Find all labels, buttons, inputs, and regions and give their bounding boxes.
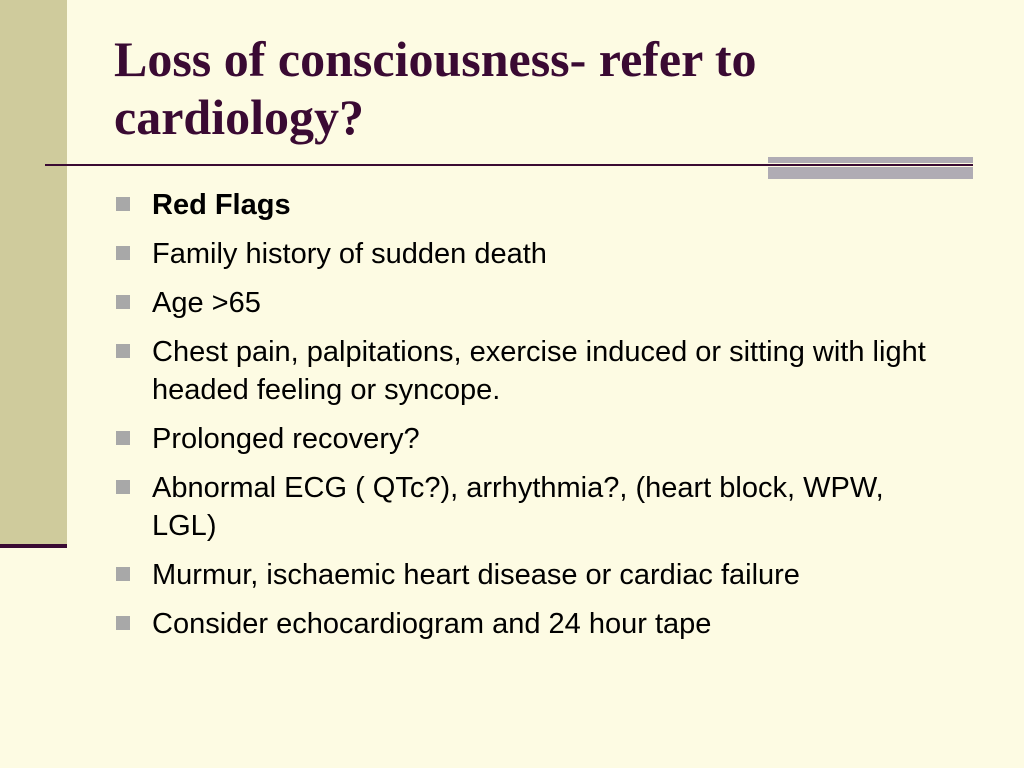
bullet-item-age — [116, 284, 936, 322]
side-bar-accent-line — [0, 544, 67, 548]
bullet-item-red-flags — [116, 186, 936, 224]
square-bullet-icon — [116, 344, 130, 358]
bullet-text: Family history of sudden death — [152, 238, 547, 270]
bullet-text: Murmur, ischaemic heart disease or cardiac failure — [152, 559, 800, 591]
square-bullet-icon — [116, 567, 130, 581]
square-bullet-icon — [116, 431, 130, 445]
square-bullet-icon — [116, 246, 130, 260]
bullet-item-chest-pain — [116, 333, 936, 409]
slide-title: Loss of consciousness- refer to cardiology? — [114, 31, 757, 145]
bullet-item-murmur — [116, 556, 936, 594]
bullet-text: Abnormal ECG ( QTc?), arrhythmia?, (heart block, WPW, LGL) — [152, 472, 884, 542]
decorative-gray-bar-top — [768, 157, 973, 163]
bullet-item-family-history — [116, 235, 936, 273]
bullet-item-abnormal-ecg — [116, 469, 936, 545]
bullet-text: Age >65 — [152, 287, 261, 319]
title-underline — [45, 164, 973, 166]
bullet-text: Prolonged recovery? — [152, 423, 420, 455]
square-bullet-icon — [116, 480, 130, 494]
square-bullet-icon — [116, 295, 130, 309]
bullet-item-prolonged-recovery — [116, 420, 936, 458]
bullet-item-echocardiogram — [116, 605, 936, 643]
bullet-text: Chest pain, palpitations, exercise induced or sitting with light headed feeling or syncope. — [152, 336, 926, 406]
square-bullet-icon — [116, 197, 130, 211]
bullet-list — [116, 186, 936, 654]
decorative-gray-bar-bottom — [768, 167, 973, 179]
bullet-text: Red Flags — [152, 189, 291, 221]
square-bullet-icon — [116, 616, 130, 630]
bullet-text: Consider echocardiogram and 24 hour tape — [152, 608, 712, 640]
decorative-side-bar — [0, 0, 67, 546]
